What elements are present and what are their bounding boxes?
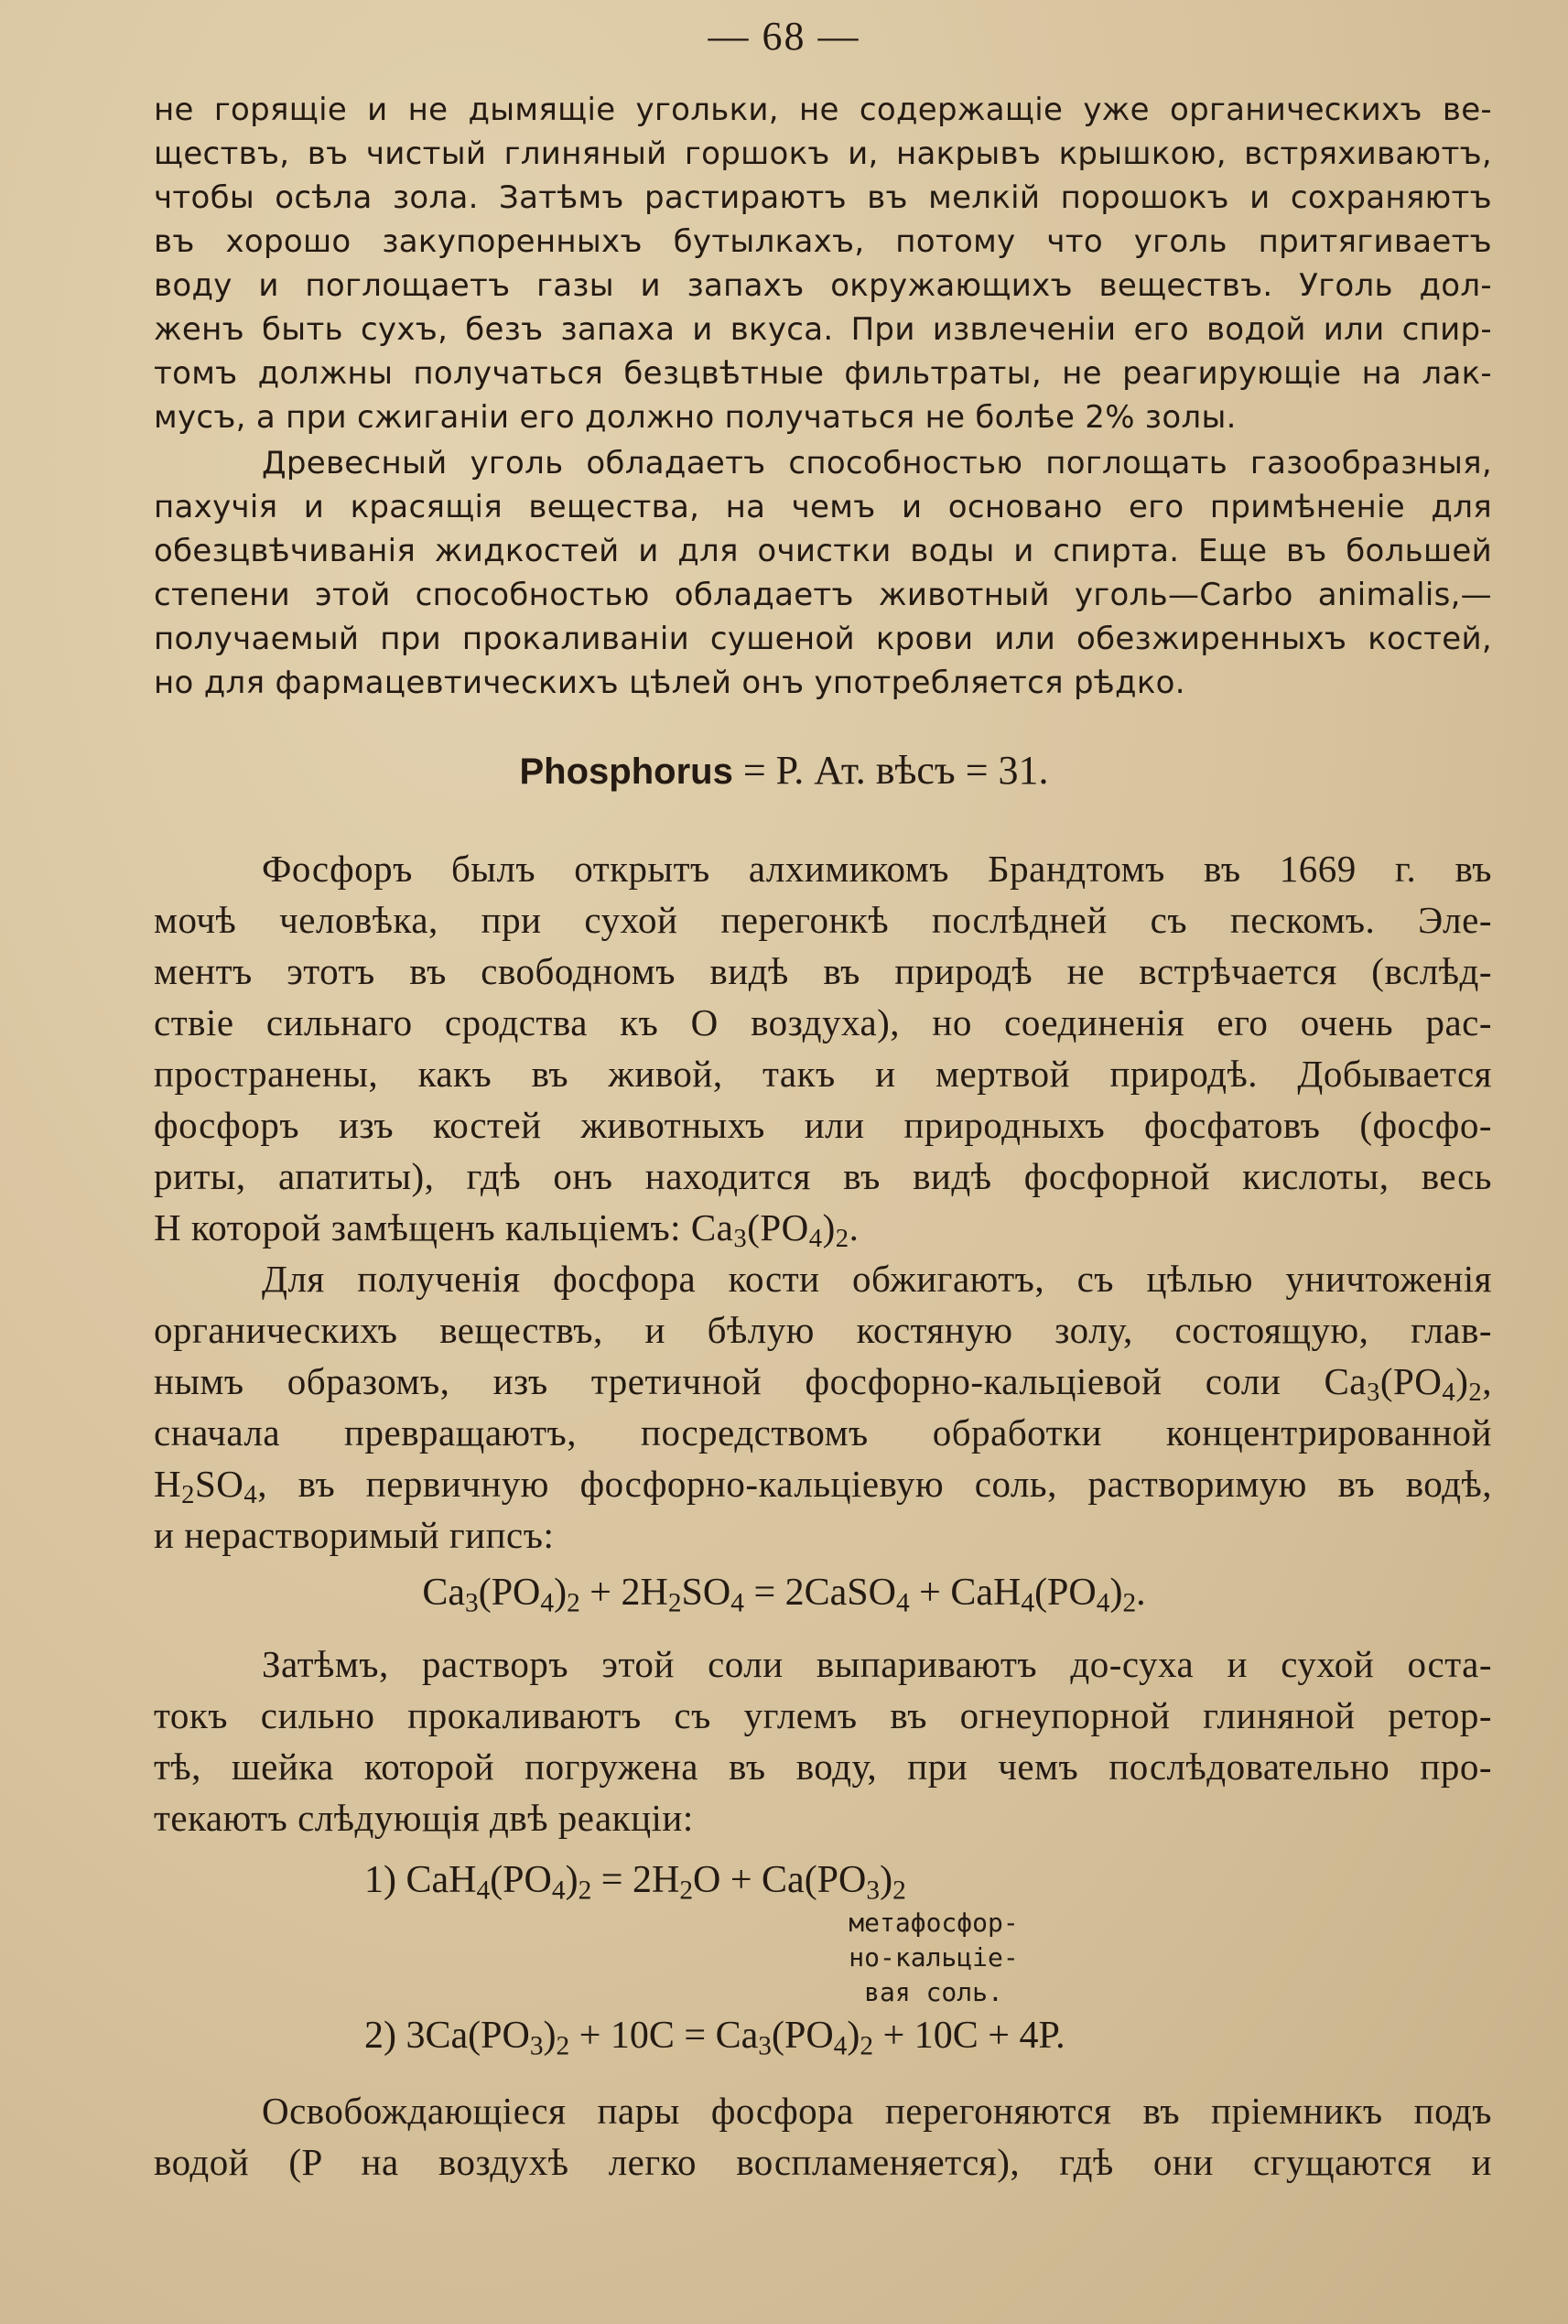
text-line: ствіе сильнаго сродства къ O воздуха), но соединенія его очень рас-	[154, 1001, 1492, 1043]
text-line: Для полученія фосфора кости обжигаютъ, съ цѣлью уничтоженія	[262, 1258, 1492, 1300]
paragraph-calcination	[154, 1638, 1492, 1843]
element-name: Phosphorus	[519, 751, 733, 792]
text-line: и нерастворимый гипсъ:	[154, 1514, 555, 1556]
text-line: текаютъ слѣдующія двѣ реакціи:	[154, 1797, 694, 1839]
paragraph-wood-charcoal	[154, 441, 1492, 705]
text-line: въ хорошо закупоренныхъ бутылкахъ, потому что уголь притягиваетъ	[154, 223, 1492, 260]
text-line: Затѣмъ, растворъ этой соли выпариваютъ до-суха и сухой оста-	[262, 1643, 1492, 1685]
text-line: томъ должны получаться безцвѣтные фильтраты, не реагирующіе на лак-	[154, 355, 1492, 392]
text-line: воду и поглощаетъ газы и запахъ окружающихъ веществъ. Уголь дол-	[154, 267, 1492, 304]
text-line: сначала превращаютъ, посредствомъ обработки концентрированной	[154, 1411, 1492, 1454]
heading-formula: = P. Ат. вѣсъ = 31.	[732, 748, 1049, 793]
text-line: ществъ, въ чистый глиняный горшокъ и, накрывъ крышкою, встряхиваютъ,	[154, 135, 1492, 172]
text-line: фосфоръ изъ костей животныхъ или природныхъ фосфатовъ (фосфо-	[154, 1104, 1492, 1146]
text-line: мусъ, а при сжиганіи его должно получаться не болѣе 2% золы.	[154, 399, 1237, 436]
text-line: не горящіе и не дымящіе угольки, не содержащіе уже органическихъ ве-	[154, 92, 1492, 128]
text-line: ментъ этотъ въ свободномъ видѣ въ природѣ не встрѣчается (вслѣд-	[154, 950, 1492, 992]
equation-sulfuric: $Ca_3(PO_4)_2 + 2H_2SO_4$ = 2CaSO$_4$ + $CaH_4(PO_4)_2$.	[422, 1572, 1146, 1618]
reaction-2: 2) $3Ca(PO_3)_2 + 10C = Ca_3(PO_4)_2 + 10C + 4P$.	[364, 2015, 1065, 2061]
text-line: но для фармацевтическихъ цѣлей онъ употребляется рѣдко.	[154, 665, 1185, 701]
paragraph-condensation	[154, 2085, 1492, 2188]
text-line: H которой замѣщенъ кальціемъ: $Ca_3(PO_4)_2$.	[154, 1206, 860, 1254]
text-line: женъ быть сухъ, безъ запаха и вкуса. При извлеченіи его водой или спир-	[154, 311, 1492, 348]
text-line: Освобождающіеся пары фосфора перегоняются въ пріемникъ подъ	[262, 2090, 1492, 2132]
text-line: обезцвѣчиванія жидкостей и для очистки воды и спирта. Еще въ большей	[154, 533, 1492, 569]
paragraph-preparation	[154, 1253, 1492, 1561]
paragraph-charcoal-prep	[154, 88, 1492, 439]
text-line: тѣ, шейка которой погружена въ воду, при чемъ послѣдовательно про-	[154, 1746, 1492, 1788]
text-line: мочѣ человѣка, при сухой перегонкѣ послѣдней съ пескомъ. Эле-	[154, 899, 1492, 941]
text-line: степени этой способностью обладаетъ животный уголь—Carbo animalis,—	[154, 577, 1492, 613]
section-heading	[0, 747, 1568, 794]
page-number: — 68 —	[708, 14, 860, 59]
paragraph-discovery	[154, 843, 1492, 1253]
text-line: риты, апатиты), гдѣ онъ находится въ видѣ фосфорной кислоты, весь	[154, 1155, 1492, 1197]
text-line: водой (P на воздухѣ легко воспламеняется), гдѣ они сгущаются и	[154, 2141, 1492, 2183]
text-line: пространены, какъ въ живой, такъ и мертвой природѣ. Добывается	[154, 1053, 1492, 1095]
text-line: органическихъ веществъ, и бѣлую костяную золу, состоящую, глав-	[154, 1309, 1492, 1351]
reaction-1: 1) $CaH_4(PO_4)_2 = 2H_2O + Ca(PO_3)_2$	[364, 1859, 906, 1906]
text-line: пахучія и красящія вещества, на чемъ и основано его примѣненіе для	[154, 489, 1492, 525]
text-line: $H_2SO_4$, въ первичную фосфорно-кальціевую соль, растворимую въ водѣ,	[154, 1463, 1492, 1510]
text-line: токъ сильно прокаливаютъ съ углемъ въ огнеупорной глиняной ретор-	[154, 1694, 1492, 1736]
reaction-note: метафосфор- но-кальціе- вая соль.	[849, 1908, 1019, 2007]
text-line: нымъ образомъ, изъ третичной фосфорно-кальціевой соли $Ca_3(PO_4)_2$,	[154, 1360, 1492, 1408]
text-line: чтобы осѣла зола. Затѣмъ растираютъ въ мелкій порошокъ и сохраняютъ	[154, 179, 1492, 216]
text-line: получаемый при прокаливаніи сушеной крови или обезжиренныхъ костей,	[154, 621, 1492, 657]
text-line: Древесный уголь обладаетъ способностью поглощать газообразныя,	[262, 445, 1492, 481]
text-line: Фосфоръ былъ открытъ алхимикомъ Брандтомъ въ 1669 г. въ	[262, 848, 1492, 890]
